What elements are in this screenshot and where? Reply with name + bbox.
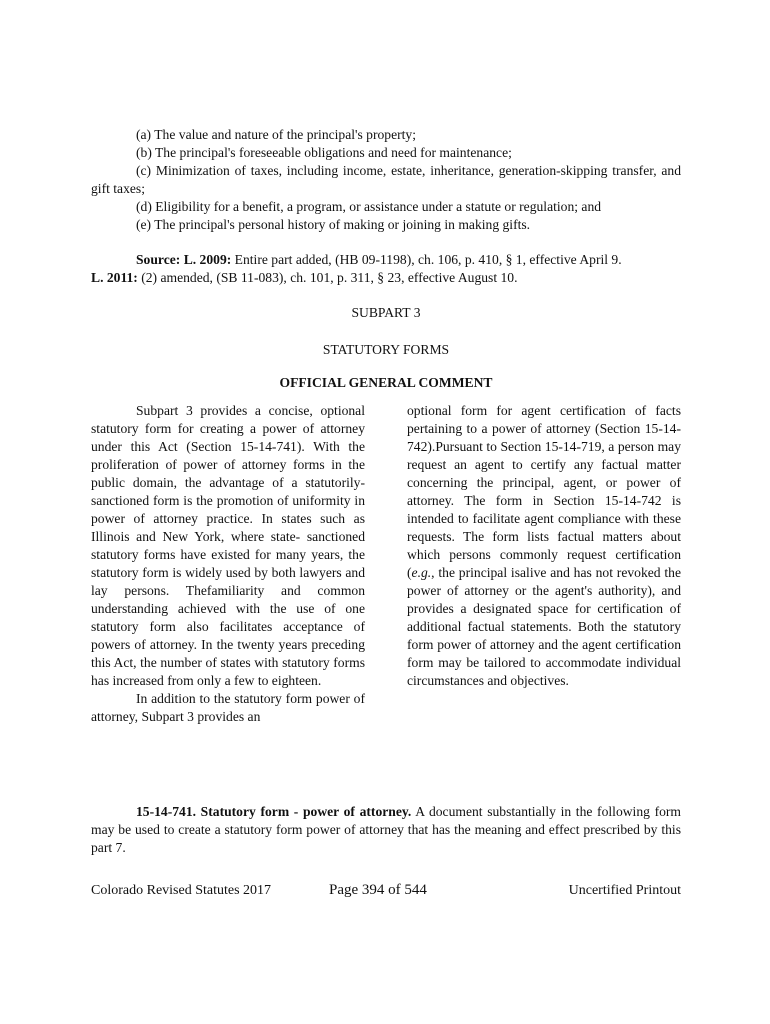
- section-text: A document substantially in the following form may be used to create a statutory form power of attorney that has the meaning and effect prescribed by this part 7.: [91, 804, 681, 855]
- source-2011: [91, 269, 681, 287]
- list-item: (d) Eligibility for a benefit, a program, or assistance under a statute or regulation; and: [136, 199, 602, 214]
- source-note: [91, 251, 681, 287]
- source-2009-label: Source: L. 2009:: [136, 252, 232, 267]
- comment-column-left: [91, 402, 365, 726]
- footer-source: Colorado Revised Statutes 2017: [91, 883, 272, 898]
- subpart-heading: SUBPART 3: [351, 305, 421, 320]
- source-2009: [91, 251, 681, 269]
- comment-heading: OFFICIAL GENERAL COMMENT: [279, 375, 493, 390]
- list-item: (a) The value and nature of the principal's property;: [136, 127, 417, 142]
- comment-text: , the principal isalive and has not revoked the power of attorney or the agent's authority), and provides a designated space for certification of additional factual statements. Both the statutory form power of attorney and the agent certification form may be tailored to accommodate individual circumstances and objectives.: [407, 565, 681, 688]
- page-footer: [91, 882, 681, 902]
- comment-text: optional form for agent certification of facts pertaining to a power of attorney (Section 15-14- 742).Pursuant to Section 15-14-719, a person may request an agent to certify any factual matter concerning the principal, agent, or power of attorney. The form in Section 15-14-742 is intended to facilitate agent compliance with these requests. The form lists factual matters about which persons commonly request certification (: [407, 403, 681, 580]
- comment-paragraph: In addition to the statutory form power of attorney, Subpart 3 provides an: [91, 691, 365, 724]
- factor-list: [91, 126, 681, 234]
- list-item: (c) Minimization of taxes, including income, estate, inheritance, generation-skipping transfer, and gift taxes;: [91, 163, 681, 196]
- list-item: (b) The principal's foreseeable obligations and need for maintenance;: [136, 145, 512, 160]
- source-2011-text: (2) amended, (SB 11-083), ch. 101, p. 311, § 23, effective August 10.: [137, 270, 518, 285]
- source-2011-label: L. 2011:: [91, 270, 138, 285]
- page-number: Page 394 of 544: [329, 882, 427, 898]
- section-paragraph: [91, 803, 681, 857]
- comment-paragraph: [407, 402, 681, 690]
- list-item: (e) The principal's personal history of making or joining in making gifts.: [136, 217, 531, 232]
- statutory-forms-heading: STATUTORY FORMS: [322, 342, 450, 357]
- section-heading: 15-14-741. Statutory form - power of attorney.: [136, 804, 412, 819]
- source-2009-text: Entire part added, (HB 09-1198), ch. 106, p. 410, § 1, effective April 9.: [231, 252, 622, 267]
- comment-eg: e.g.: [411, 565, 432, 580]
- section-741: [91, 803, 681, 857]
- footer-status: Uncertified Printout: [568, 883, 681, 898]
- comment-column-right: [407, 402, 681, 690]
- comment-paragraph: Subpart 3 provides a concise, optional statutory form for creating a power of attorney under this Act (Section 15-14-741). With the proliferation of power of attorney forms in the public domain, the advantage of a statutorily-sanctioned form is the promotion of uniformity in power of attorney practice. In states such as Illinois and New York, where state- sanctioned statutory forms have existed for many years, the statutory form is widely used by both lawyers and lay persons. Thefamiliarity and common understanding achieved with the use of one statutory form also facilitates acceptance of powers of attorney. In the twenty years preceding this Act, the number of states with statutory forms has increased from only a few to eighteen.: [91, 403, 365, 688]
